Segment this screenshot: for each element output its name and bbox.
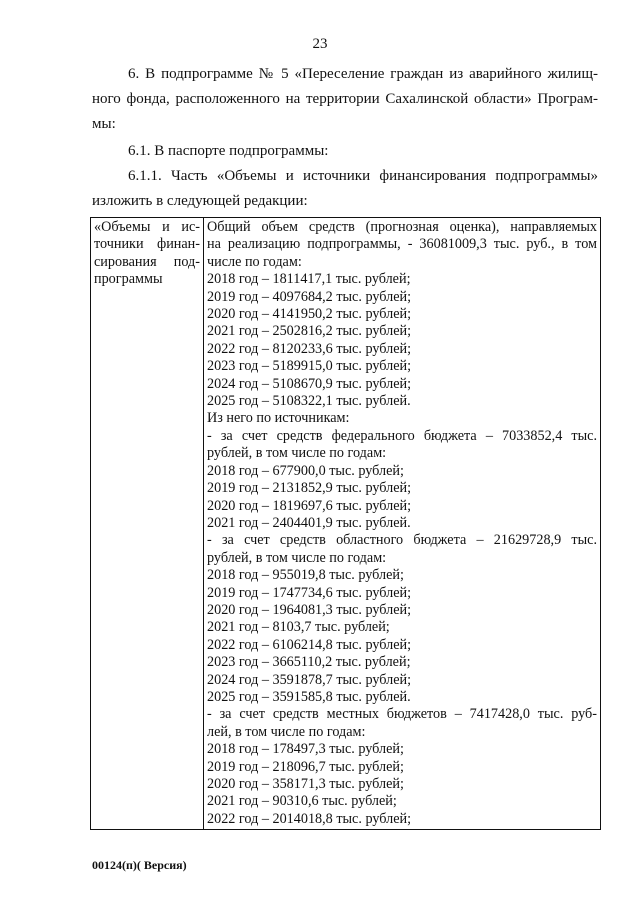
funding-table bbox=[90, 217, 601, 830]
paragraph-6-1-1-line-1: 6.1.1. Часть «Объемы и источники финансирования подпрограммы» bbox=[128, 168, 598, 184]
funding-detail-line: 2018 год – 677900,0 тыс. рублей; bbox=[207, 462, 404, 479]
funding-detail-line: Общий объем средств (прогнозная оценка), направляемых bbox=[207, 219, 597, 235]
funding-detail-line: 2021 год – 2404401,9 тыс. рублей. bbox=[207, 514, 411, 531]
funding-details-cell bbox=[204, 218, 601, 830]
funding-detail-line: 2025 год – 3591585,8 тыс. рублей. bbox=[207, 688, 411, 705]
funding-detail-line: 2019 год – 4097684,2 тыс. рублей; bbox=[207, 288, 412, 305]
funding-label-line: программы bbox=[94, 271, 163, 288]
paragraph-6-1-text: 6.1. В паспорте подпрограммы: bbox=[128, 143, 329, 159]
paragraph-6-1-1 bbox=[92, 164, 598, 214]
funding-detail-line: 2024 год – 3591878,7 тыс. рублей; bbox=[207, 671, 412, 688]
paragraph-6-line-1: 6. В подпрограмме № 5 «Переселение граждан из аварийного жилищ- bbox=[128, 66, 598, 82]
funding-detail-line: - за счет средств федерального бюджета – 7033852,4 тыс. bbox=[207, 427, 597, 444]
funding-detail-line: 2020 год – 1964081,3 тыс. рублей; bbox=[207, 601, 412, 618]
funding-detail-line: 2019 год – 2131852,9 тыс. рублей; bbox=[207, 480, 412, 497]
funding-label-line: «Объемы и ис- bbox=[94, 219, 200, 235]
page-number: 23 bbox=[312, 36, 328, 52]
funding-detail-line: 2020 год – 358171,3 тыс. рублей; bbox=[207, 776, 404, 792]
funding-detail-line: 2025 год – 5108322,1 тыс. рублей. bbox=[207, 393, 411, 410]
funding-label-line: точники финан- bbox=[94, 236, 200, 253]
funding-detail-line: - за счет средств областного бюджета – 21629728,9 тыс. bbox=[207, 532, 597, 549]
funding-detail-line: 2018 год – 955019,8 тыс. рублей; bbox=[207, 567, 404, 584]
funding-detail-line: 2020 год – 4141950,2 тыс. рублей; bbox=[207, 306, 412, 323]
paragraph-6-line-3: мы: bbox=[92, 116, 116, 132]
funding-detail-line: рублей, в том числе по годам: bbox=[207, 549, 387, 566]
funding-detail-line: 2021 год – 8103,7 тыс. рублей; bbox=[207, 619, 390, 636]
funding-detail-line: 2023 год – 3665110,2 тыс. рублей; bbox=[207, 654, 411, 671]
footer-version: 00124(п)( Версия) bbox=[92, 858, 187, 872]
funding-detail-line: Из него по источникам: bbox=[207, 410, 350, 427]
table-row bbox=[91, 218, 601, 830]
funding-detail-line: 2020 год – 1819697,6 тыс. рублей; bbox=[207, 497, 412, 514]
paragraph-6-line-2: ного фонда, расположенного на территории Сахалинской области» Програм- bbox=[92, 91, 598, 107]
funding-detail-line: 2021 год – 90310,6 тыс. рублей; bbox=[207, 793, 397, 810]
paragraph-6 bbox=[92, 62, 598, 137]
funding-detail-line: 2019 год – 1747734,6 тыс. рублей; bbox=[207, 584, 412, 601]
funding-label-cell bbox=[91, 218, 204, 830]
funding-label-line: сирования под- bbox=[94, 253, 200, 270]
funding-detail-line: 2021 год – 2502816,2 тыс. рублей; bbox=[207, 323, 412, 340]
funding-detail-line: 2022 год – 8120233,6 тыс. рублей; bbox=[207, 340, 412, 357]
funding-detail-line: 2022 год – 2014018,8 тыс. рублей; bbox=[207, 810, 412, 827]
funding-detail-line: 2024 год – 5108670,9 тыс. рублей; bbox=[207, 375, 412, 392]
funding-detail-line: 2023 год – 5189915,0 тыс. рублей; bbox=[207, 358, 412, 375]
funding-detail-line: 2022 год – 6106214,8 тыс. рублей; bbox=[207, 636, 412, 653]
funding-detail-line: 2019 год – 218096,7 тыс. рублей; bbox=[207, 758, 404, 775]
funding-detail-line: - за счет средств местных бюджетов – 7417428,0 тыс. руб- bbox=[207, 706, 597, 723]
funding-detail-line: лей, в том числе по годам: bbox=[207, 723, 366, 740]
paragraph-6-1-1-line-2: изложить в следующей редакции: bbox=[92, 193, 308, 209]
funding-detail-line: 2018 год – 1811417,1 тыс. рублей; bbox=[207, 271, 411, 288]
funding-detail-line: 2018 год – 178497,3 тыс. рублей; bbox=[207, 741, 404, 758]
funding-detail-line: рублей, в том числе по годам: bbox=[207, 445, 387, 462]
funding-detail-line: на реализацию подпрограммы, - 36081009,3 тыс. руб., в том bbox=[207, 236, 597, 253]
paragraph-6-1 bbox=[92, 139, 598, 164]
funding-detail-line: числе по годам: bbox=[207, 253, 302, 270]
